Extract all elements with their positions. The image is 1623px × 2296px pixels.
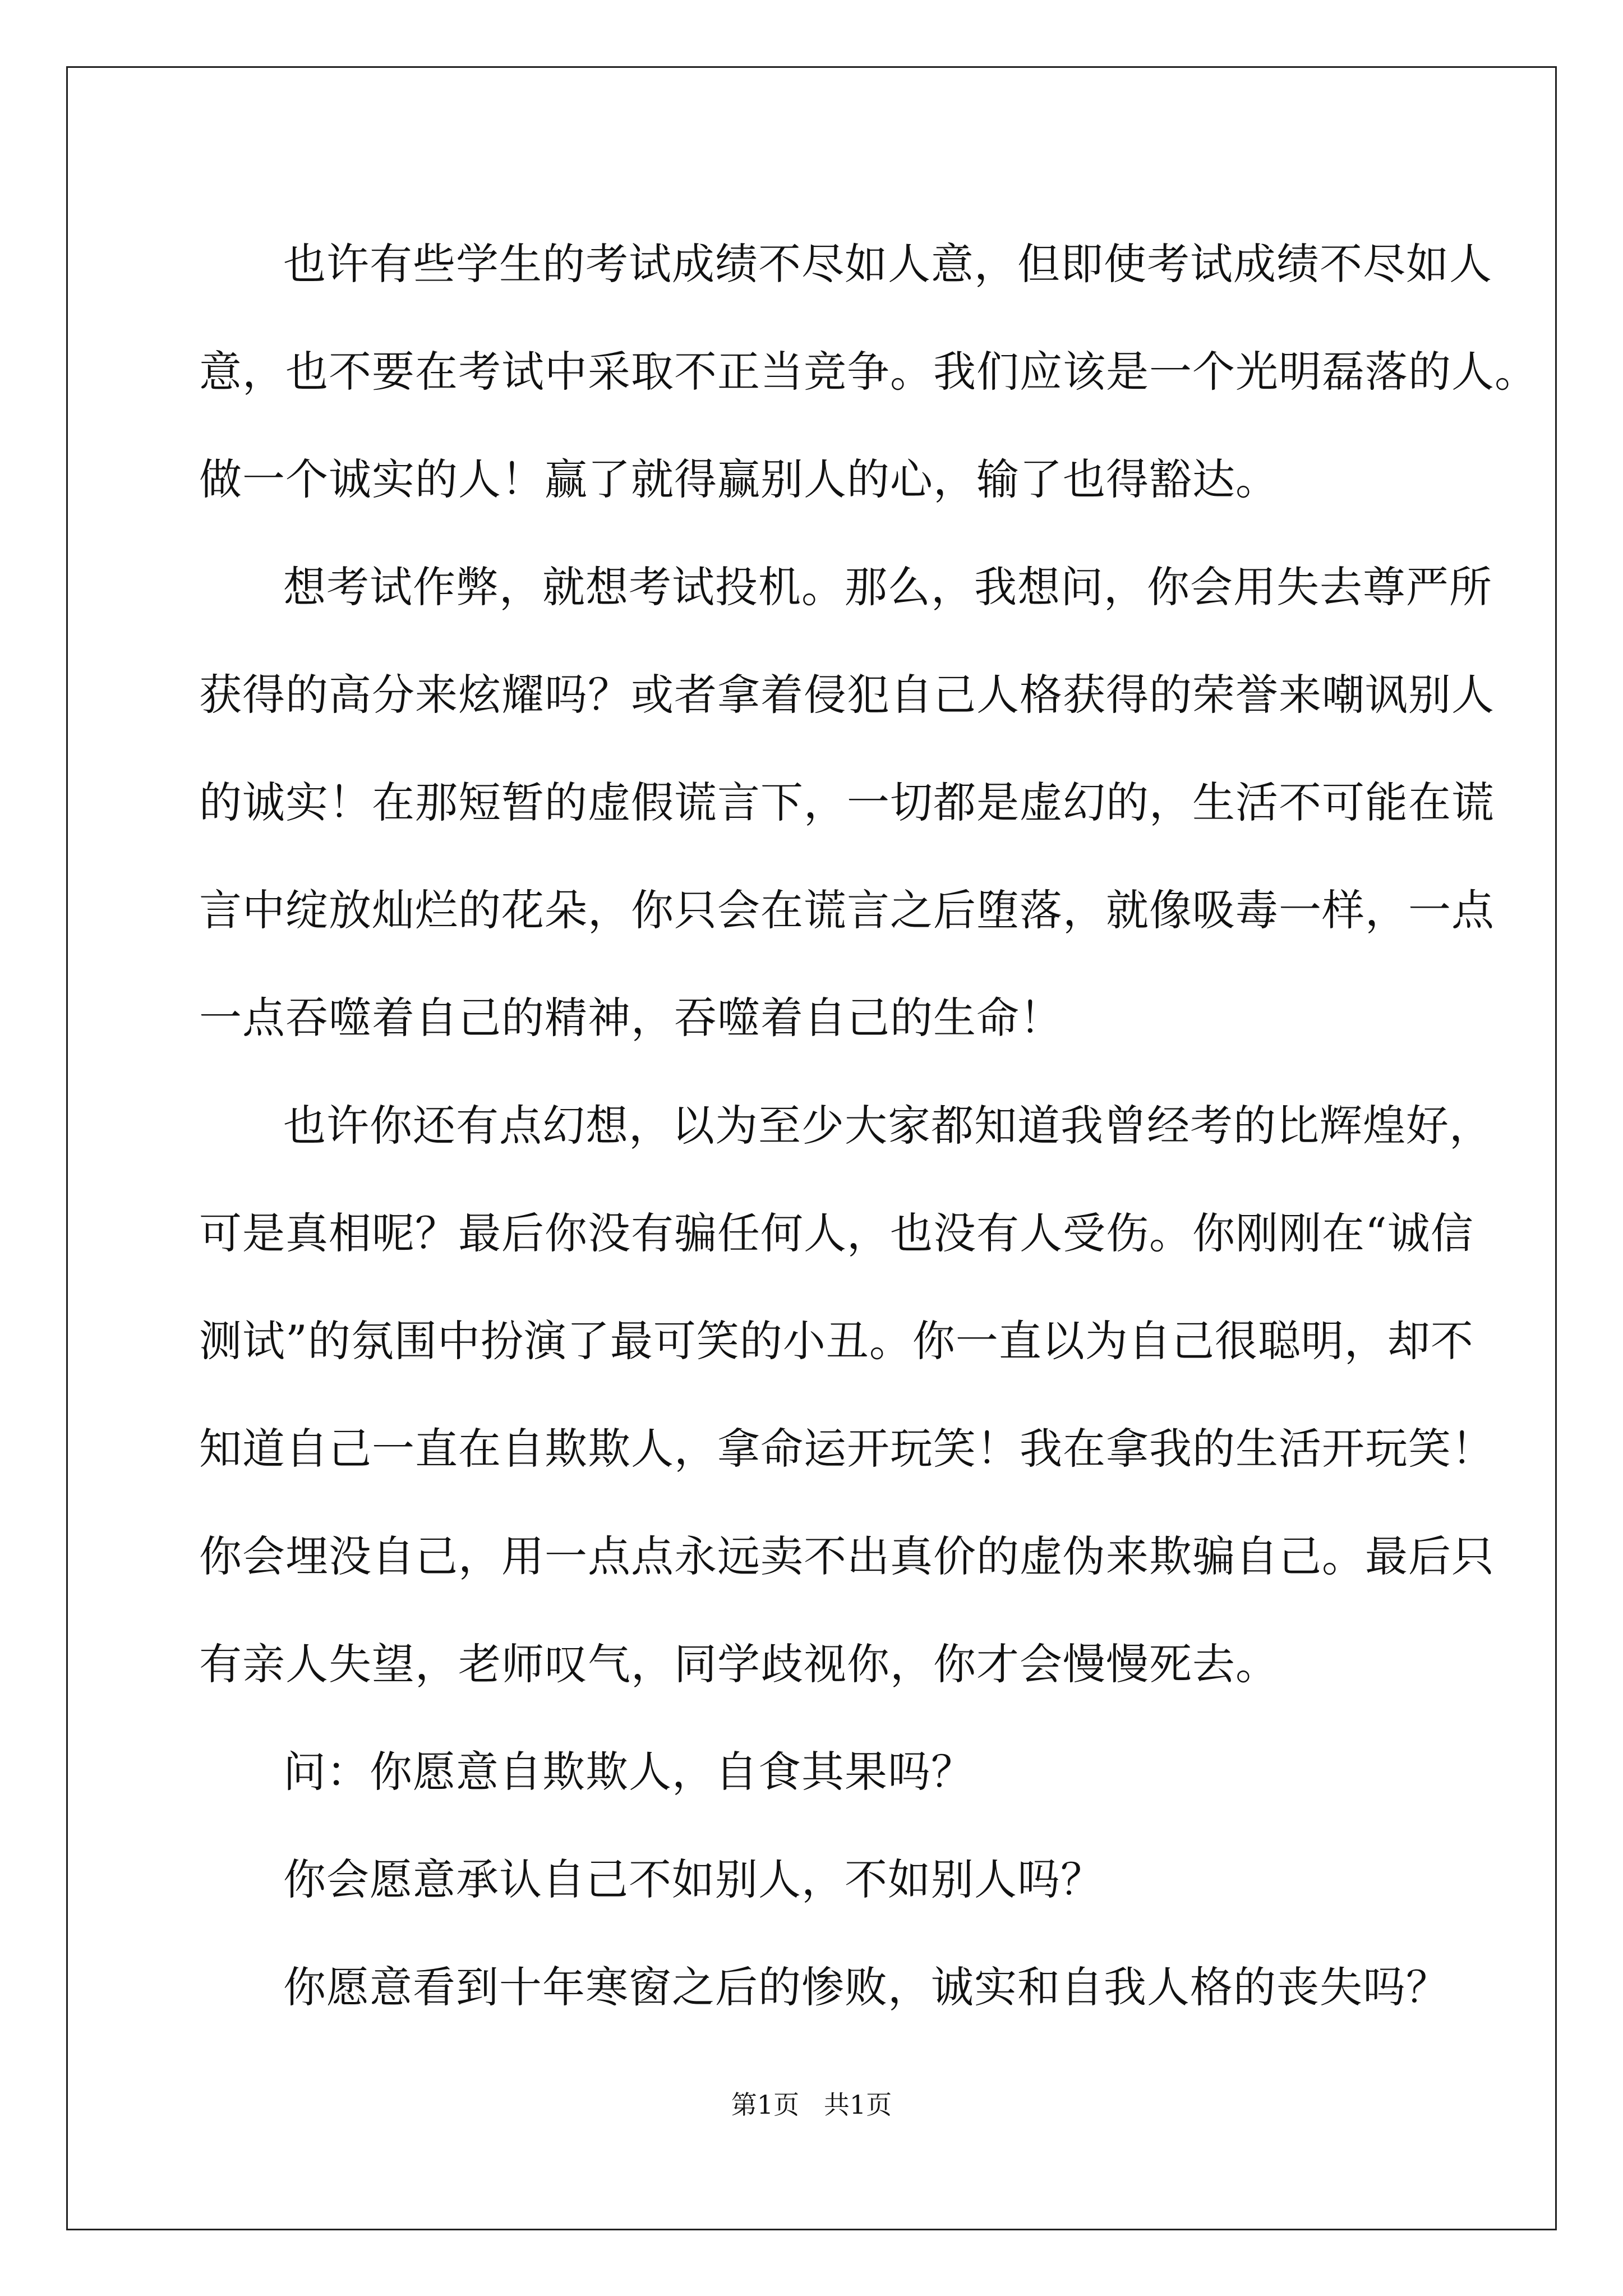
text-line: 可是真相呢？最后你没有骗任何人，也没有人受伤。你刚刚在“诚信: [199, 1208, 1474, 1258]
text-line: 有亲人失望，老师叹气，同学歧视你，你才会慢慢死去。: [199, 1639, 1279, 1689]
text-line: 也许有些学生的考试成绩不尽如人意，但即使考试成绩不尽如人: [283, 239, 1492, 289]
text-line: 知道自己一直在自欺欺人，拿命运开玩笑！我在拿我的生活开玩笑！: [199, 1424, 1495, 1474]
text-line: 测试”的氛围中扮演了最可笑的小丑。你一直以为自己很聪明，却不: [199, 1316, 1474, 1366]
text-line: 你会埋没自己，用一点点永远卖不出真价的虚伪来欺骗自己。最后只: [199, 1531, 1495, 1581]
text-line: 你会愿意承认自己不如别人，不如别人吗？: [283, 1855, 1104, 1904]
text-line: 问：你愿意自欺欺人，自食其果吗？: [283, 1747, 974, 1797]
text-line: 的诚实！在那短暂的虚假谎言下，一切都是虚幻的，生活不可能在谎: [199, 777, 1495, 827]
document-body: [199, 210, 1538, 2041]
text-line: 意，也不要在考试中采取不正当竞争。我们应该是一个光明磊落的人。: [199, 347, 1538, 397]
text-line: 获得的高分来炫耀吗？或者拿着侵犯自己人格获得的荣誉来嘲讽别人: [199, 670, 1495, 720]
text-line: 一点吞噬着自己的精神，吞噬着自己的生命！: [199, 993, 1063, 1043]
text-line: 做一个诚实的人！赢了就得赢别人的心，输了也得豁达。: [199, 454, 1279, 504]
text-line: 想考试作弊，就想考试投机。那么，我想问，你会用失去尊严所: [283, 562, 1492, 612]
page-footer: 第1页 共1页: [731, 2090, 892, 2120]
text-line: 你愿意看到十年寒窗之后的惨败，诚实和自我人格的丧失吗？: [283, 1962, 1449, 2012]
text-line: 言中绽放灿烂的花朵，你只会在谎言之后堕落，就像吸毒一样，一点: [199, 885, 1495, 935]
text-line: 也许你还有点幻想，以为至少大家都知道我曾经考的比辉煌好，: [283, 1101, 1492, 1151]
